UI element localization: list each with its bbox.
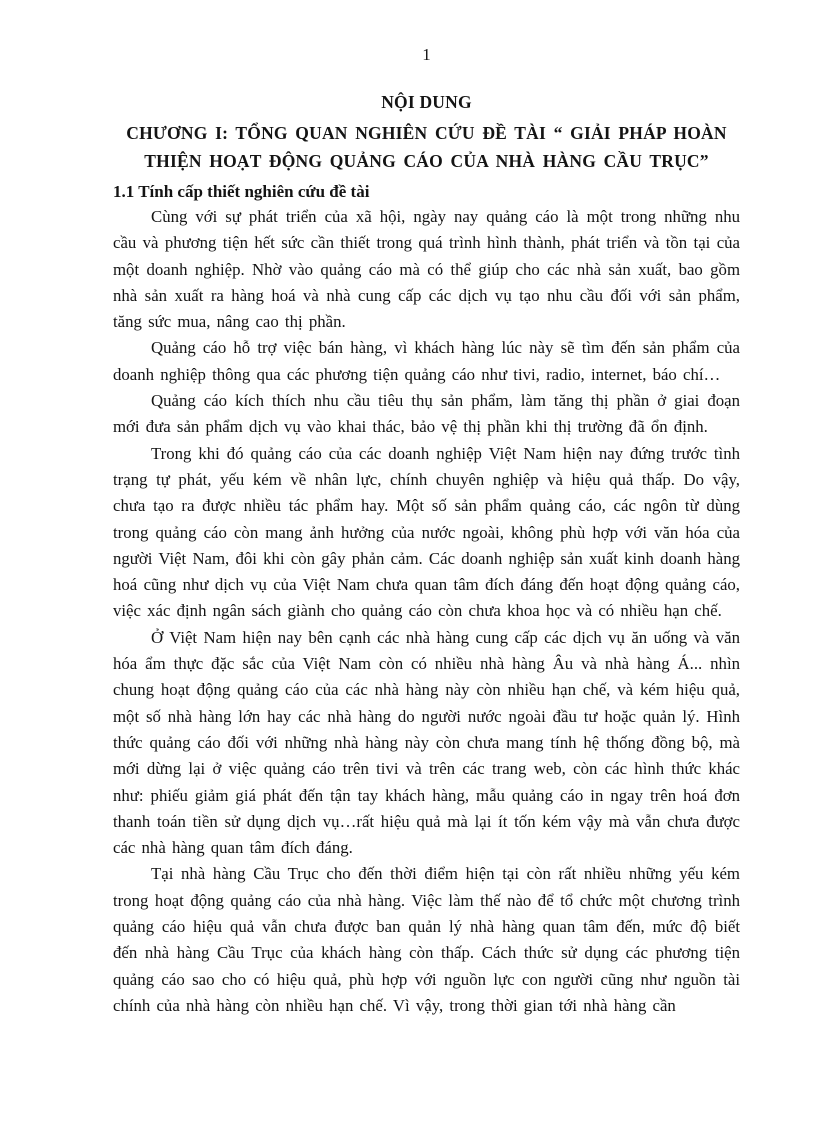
paragraph-vietnam-restaurants-ads: Ở Việt Nam hiện nay bên cạnh các nhà hàng cung cấp các dịch vụ ăn uống và văn hóa ẩm thực đặc sắc của Việt Nam còn có nhiều nhà hàng Âu và nhà hàng Á... nhìn chung hoạt động quảng cáo của các nhà hàng này còn nhiều hạn chế, và kém hiệu quả, một số nhà hàng lớn hay các nhà hàng do người nước ngoài đầu tư hoặc quản lý. Hình thức quảng cáo đối với những nhà hàng này còn chưa mang tính hệ thống đồng bộ, mà mới dừng lại ở việc quảng cáo trên tivi và trên các trang web, còn các hình thức khác như: phiếu giảm giá phát đến tận tay khách hàng, mẫu quảng cáo in ngay trên hoá đơn thanh toán tiền sử dụng dịch vụ…rất hiệu quả mà lại ít tốn kém vậy mà vẫn chưa được các nhà hàng quan tâm đích đáng. [113, 627, 740, 858]
chapter-heading: CHƯƠNG I: TỔNG QUAN NGHIÊN CỨU ĐỀ TÀI “ GIẢI PHÁP HOÀN THIỆN HOẠT ĐỘNG QUẢNG CÁO CỦA NHÀ HÀNG CẦU TRỤC” [126, 123, 727, 171]
page-number: 1 [422, 45, 431, 64]
section-heading: 1.1 Tính cấp thiết nghiên cứu đề tài [113, 182, 370, 201]
paragraph-ad-supports-sales: Quảng cáo hỗ trợ việc bán hàng, vì khách hàng lúc này sẽ tìm đến sản phẩm của doanh nghiệp thông qua các phương tiện quảng cáo như tivi, radio, internet, báo chí… [113, 338, 740, 384]
document-title: NỘI DUNG [381, 92, 472, 112]
paragraph-cau-truc-restaurant: Tại nhà hàng Cầu Trục cho đến thời điểm hiện tại còn rất nhiều những yếu kém trong hoạt động quảng cáo của nhà hàng. Việc làm thế nào để tổ chức một chương trình quảng cáo hiệu quả vẫn chưa được ban quản lý nhà hàng quan tâm đến, mức độ biết đến nhà hàng Cầu Trục của khách hàng còn thấp. Cách thức sử dụng các phương tiện quảng cáo sao cho có hiệu quả, phù hợp với nguồn lực con người cũng như nguồn tài chính của nhà hàng còn nhiều hạn chế. Vì vậy, trong thời gian tới nhà hàng cần [113, 864, 740, 1015]
paragraph-intro-social-development: Cùng với sự phát triển của xã hội, ngày nay quảng cáo là một trong những nhu cầu và phương tiện hết sức cần thiết trong quá trình hình thành, phát triển và tồn tại của một doanh nghiệp. Nhờ vào quảng cáo mà có thể giúp cho các nhà sản xuất, bao gồm nhà sản xuất ra hàng hoá và nhà cung cấp các dịch vụ tạo nhu cầu đối với sản phẩm, tăng sức mua, nâng cao thị phần. [113, 207, 740, 332]
paragraph-ad-stimulates-demand: Quảng cáo kích thích nhu cầu tiêu thụ sản phẩm, làm tăng thị phần ở giai đoạn mới đưa sản phẩm dịch vụ vào khai thác, bảo vệ thị phần khi thị trường đã ổn định. [113, 391, 740, 437]
paragraph-vietnam-enterprises-ads: Trong khi đó quảng cáo của các doanh nghiệp Việt Nam hiện nay đứng trước tình trạng tự phát, yếu kém về nhân lực, chính chuyên nghiệp và hiệu quả thấp. Do vậy, chưa tạo ra được nhiều tác phẩm hay. Một số sản phẩm quảng cáo, các ngôn từ dùng trong quảng cáo còn mang ảnh hưởng của nước ngoài, không phù hợp với văn hóa của người Việt Nam, đôi khi còn gây phản cảm. Các doanh nghiệp sản xuất kinh doanh hàng hoá cũng như dịch vụ của Việt Nam chưa quan tâm đích đáng đến hoạt động quảng cáo, việc xác định ngân sách giành cho quảng cáo còn chưa khoa học và có nhiều hạn chế. [113, 443, 740, 621]
